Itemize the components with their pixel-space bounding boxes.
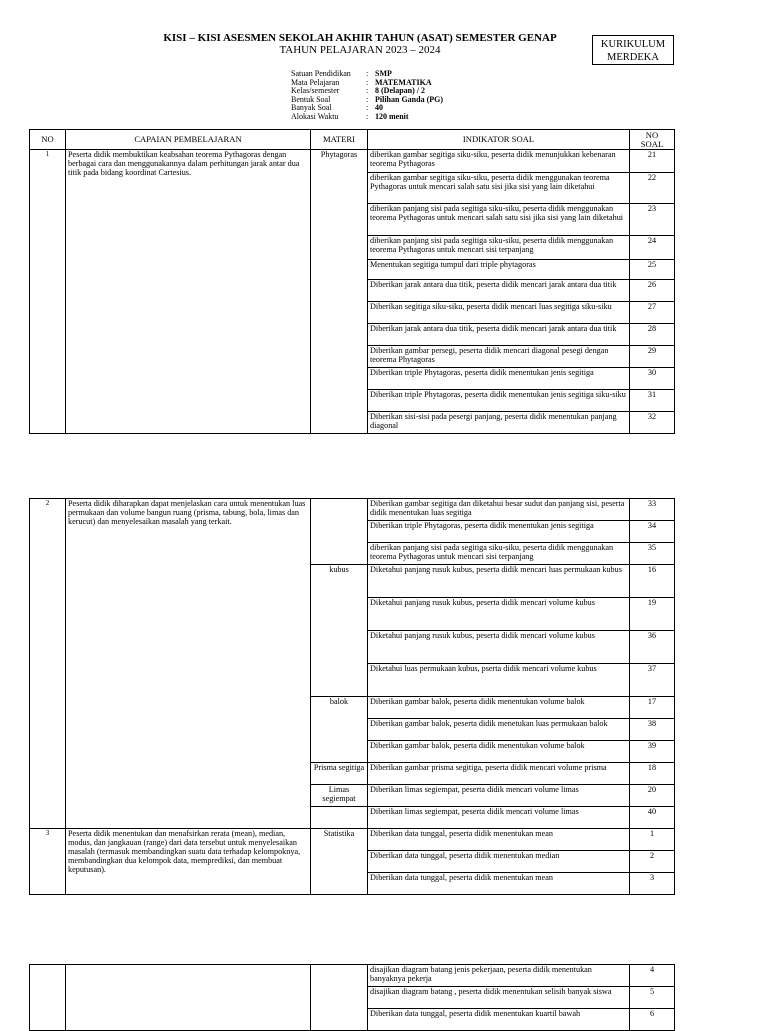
indicator-text: diberikan gambar segitiga siku-siku, peserta didik menunjukkan kebenaran teorema Pythagoras — [368, 150, 630, 173]
indicator-text: Diberikan triple Phytagoras, peserta didik menentukan jenis segitiga siku-siku — [368, 390, 630, 412]
question-number: 39 — [630, 741, 675, 763]
row-number: 2 — [30, 499, 66, 829]
identity-block — [291, 70, 443, 121]
learning-outcome: Peserta didik diharapkan dapat menjelaskan cara untuk menentukan luas permukaan dan volume bangun ruang (prisma, tabung, bola, limas dan kerucut) dan menyelesaikan masalah yang terkait. — [66, 499, 311, 829]
question-number: 31 — [630, 390, 675, 412]
kisi-table-part-3 — [29, 964, 675, 1031]
question-number: 33 — [630, 499, 675, 521]
meta-label: Bentuk Soal — [291, 94, 331, 104]
indicator-text: Diberikan gambar balok, peserta didik menentukan volume balok — [368, 697, 630, 719]
question-number: 16 — [630, 565, 675, 598]
meta-row: Alokasi Waktu : 120 menit — [291, 111, 409, 121]
meta-label: Kelas/semester — [291, 86, 340, 95]
col-header-cp: CAPAIAN PEMBELAJARAN — [66, 130, 311, 150]
table-row — [30, 965, 675, 987]
topic: Statistika — [311, 829, 368, 895]
indicator-text: Diberikan data tunggal, peserta didik menentukan mean — [368, 829, 630, 851]
indicator-text: Diberikan segitiga siku-siku, peserta didik mencari luas segitiga siku-siku — [368, 302, 630, 324]
meta-label: Satuan Pendidikan — [291, 69, 351, 78]
indicator-text: Diberikan data tunggal, peserta didik menentukan mean — [368, 873, 630, 895]
learning-outcome: Peserta didik menentukan dan menafsirkan rerata (mean), median, modus, dan jangkauan (range) dari data tersebut untuk menyelesaikan masalah (termasuk membandingkan suatu data terhadap kelompoknya, membandingkan dua kelompok data, memprediksi, dan membuat keputusan). — [66, 829, 311, 895]
learning-outcome: Peserta didik membuktikan keabsahan teorema Pythagoras dengan berbagai cara dan menggunakannya dalam perhitungan jarak antar dua titik pada bidang koordinat Cartesius. — [66, 150, 311, 434]
indicator-text: Diberikan gambar balok, peserta didik menentukan volume balok — [368, 741, 630, 763]
row-number-empty — [30, 965, 66, 1031]
indicator-text: disajikan diagram batang jenis pekerjaan, peserta didik menentukan banyaknya pekerja — [368, 965, 630, 987]
question-number: 20 — [630, 785, 675, 807]
meta-value: MATEMATIKA — [375, 77, 432, 87]
question-number: 38 — [630, 719, 675, 741]
indicator-text: Diberikan gambar persegi, peserta didik mencari diagonal pesegi dengan teorema Phytagoras — [368, 346, 630, 368]
indicator-text: Diberikan limas segiempat, peserta didik mencari volume limas — [368, 807, 630, 829]
meta-value: SMP — [375, 69, 392, 78]
table-body — [30, 965, 675, 1031]
question-number: 22 — [630, 173, 675, 204]
col-header-no: NO — [30, 130, 66, 150]
indicator-text: diberikan panjang sisi pada segitiga siku-siku, peserta didik menggunakan teorema Pythagoras untuk mencari sisi terpanjang — [368, 543, 630, 565]
indicator-text: Diberikan sisi-sisi pada pesergi panjang, peserta didik menentukan panjang diagonal — [368, 412, 630, 434]
question-number: 5 — [630, 987, 675, 1009]
topic: kubus — [311, 565, 368, 697]
indicator-text: Diberikan gambar prisma segitiga, peserta didik mencari volume prisma — [368, 763, 630, 785]
meta-value: Pilihan Ganda (PG) — [375, 94, 444, 104]
question-number: 37 — [630, 664, 675, 697]
question-number: 26 — [630, 280, 675, 302]
curriculum-line-2: MERDEKA — [607, 52, 659, 63]
indicator-text: Diketahui panjang rusuk kubus, peserta didik mencari luas permukaan kubus — [368, 565, 630, 598]
curriculum-line-1: KURIKULUM — [600, 39, 666, 50]
indicator-text: diberikan panjang sisi pada segitiga siku-siku, peserta didik menggunakan teorema Pythagoras untuk mencari sisi terpanjang — [368, 236, 630, 260]
indicator-text: Diketahui panjang rusuk kubus, peserta didik mencari volume kubus — [368, 631, 630, 664]
question-number: 19 — [630, 598, 675, 631]
row-number: 3 — [30, 829, 66, 895]
col-header-no-soal: NO SOAL — [630, 130, 675, 150]
curriculum-box — [592, 35, 674, 65]
meta-value: 8 (Delapan) / 2 — [375, 86, 425, 95]
meta-row: Bentuk Soal : Pilihan Ganda (PG) — [291, 94, 444, 104]
question-number: 3 — [630, 873, 675, 895]
meta-label: Alokasi Waktu — [291, 111, 339, 121]
topic: balok — [311, 697, 368, 763]
question-number: 21 — [630, 150, 675, 173]
meta-label: Banyak Soal — [291, 103, 332, 112]
indicator-text: Diberikan gambar balok, peserta didik menetukan luas permukaan balok — [368, 719, 630, 741]
meta-label: Mata Pelajaran — [291, 77, 340, 87]
question-number: 17 — [630, 697, 675, 719]
indicator-text: Diberikan gambar segitiga dan diketahui besar sudut dan panjang sisi, peserta didik menentukan luas segitiga — [368, 499, 630, 521]
indicator-text: Diberikan jarak antara dua titik, peserta didik mencari jarak antara dua titik — [368, 280, 630, 302]
meta-value: 40 — [375, 103, 383, 112]
indicator-text: Diberikan triple Phytagoras, peserta didik menentukan jenis segitiga — [368, 521, 630, 543]
question-number: 40 — [630, 807, 675, 829]
indicator-text: Diberikan jarak antara dua titik, peserta didik mencari jarak antara dua titik — [368, 324, 630, 346]
question-number: 1 — [630, 829, 675, 851]
kisi-table-part-1 — [29, 129, 675, 434]
learning-outcome-empty — [66, 965, 311, 1031]
indicator-text: diberikan gambar segitiga siku-siku, peserta didik menggunakan teorema Pythagoras untuk mencari salah satu sisi jika sisi yang lain diketahui — [368, 173, 630, 204]
question-number: 18 — [630, 763, 675, 785]
document-subtitle: TAHUN PELAJARAN 2023 – 2024 — [279, 44, 441, 56]
question-number: 30 — [630, 368, 675, 390]
meta-row: Mata Pelajaran : MATEMATIKA — [291, 77, 432, 87]
question-number: 4 — [630, 965, 675, 987]
question-number: 2 — [630, 851, 675, 873]
row-number: 1 — [30, 150, 66, 434]
question-number: 25 — [630, 260, 675, 280]
document-title: KISI – KISI ASESMEN SEKOLAH AKHIR TAHUN (ASAT) SEMESTER GENAP — [163, 32, 557, 44]
meta-row: Kelas/semester : 8 (Delapan) / 2 — [291, 86, 425, 95]
col-header-materi: MATERI — [311, 130, 368, 150]
topic — [311, 499, 368, 565]
indicator-text: Diberikan data tunggal, peserta didik menentukan median — [368, 851, 630, 873]
col-header-indikator: INDIKATOR SOAL — [368, 130, 630, 150]
question-number: 27 — [630, 302, 675, 324]
question-number: 32 — [630, 412, 675, 434]
table-header-row — [30, 130, 675, 150]
meta-row: Satuan Pendidikan : SMP — [291, 69, 392, 78]
indicator-text: Diketahui luas permukaan kubus, pserta didik mencari volume kubus — [368, 664, 630, 697]
question-number: 35 — [630, 543, 675, 565]
question-number: 23 — [630, 204, 675, 236]
indicator-text: Menentukan segitiga tumpul dari triple phytagoras — [368, 260, 630, 280]
question-number: 24 — [630, 236, 675, 260]
topic: Limas segiempat — [311, 785, 368, 807]
indicator-text: Diberikan triple Phytagoras, peserta didik menentukan jenis segitiga — [368, 368, 630, 390]
topic: Phytagoras — [311, 150, 368, 434]
indicator-text: diberikan panjang sisi pada segitiga siku-siku, peserta didik menggunakan teorema Pythagoras untuk mencari salah satu sisi jika sisi yang lain diketahui — [368, 204, 630, 236]
question-number: 29 — [630, 346, 675, 368]
indicator-text: Diberikan limas segiempat, peserta didik mencari volume limas — [368, 785, 630, 807]
table-body — [30, 150, 675, 434]
question-number: 36 — [630, 631, 675, 664]
table-body — [30, 499, 675, 895]
indicator-text: Diketahui panjang rusuk kubus, peserta didik mencari volume kubus — [368, 598, 630, 631]
table-row — [30, 829, 675, 851]
topic: Prisma segitiga — [311, 763, 368, 785]
table-row — [30, 499, 675, 521]
kisi-table-part-2 — [29, 498, 675, 895]
table-row — [30, 150, 675, 173]
meta-value: 120 menit — [375, 111, 409, 121]
question-number: 28 — [630, 324, 675, 346]
indicator-text: disajikan diagram batang , peserta didik menentukan selisih banyak siswa — [368, 987, 630, 1009]
topic-empty — [311, 807, 368, 829]
question-number: 6 — [630, 1009, 675, 1031]
indicator-text: Diberikan data tunggal, peserta didik menentukan kuartil bawah — [368, 1009, 630, 1031]
question-number: 34 — [630, 521, 675, 543]
topic-empty — [311, 965, 368, 1031]
meta-row: Banyak Soal : 40 — [291, 103, 383, 112]
